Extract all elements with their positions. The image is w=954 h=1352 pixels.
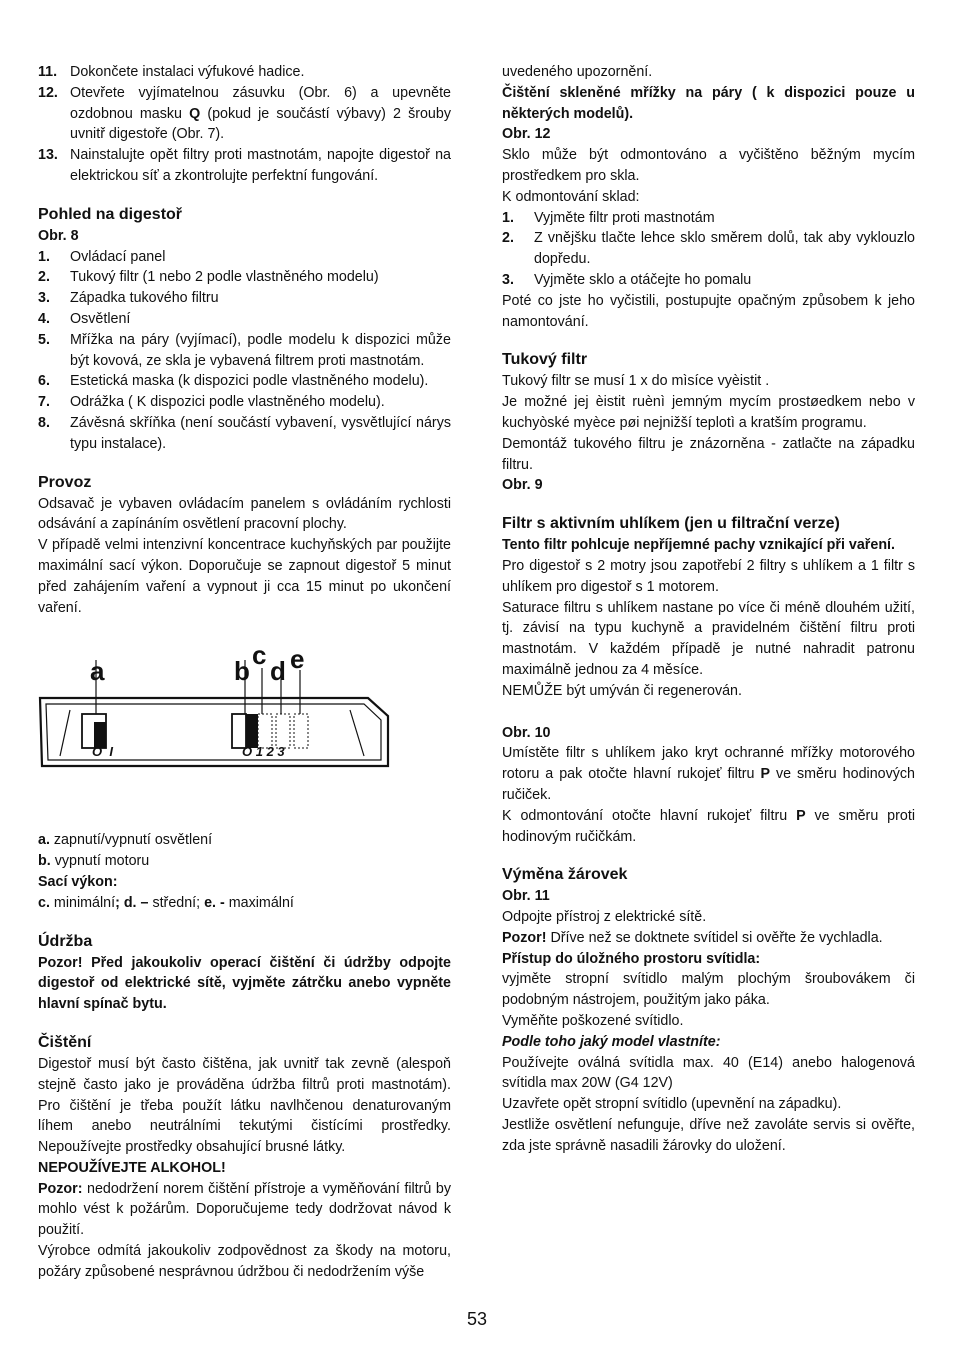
figure-label-d: d	[270, 656, 286, 687]
section-heading-sklo: Čištění skleněné mřížky na páry ( k dispozici pouze u některých modelů).	[502, 84, 915, 122]
list-item: 1. Ovládací panel	[38, 248, 166, 265]
section-heading-filtr: Filtr s aktivním uhlíkem (jen u filtrační verze)	[502, 515, 840, 533]
figure-ref: Obr. 8	[38, 227, 79, 244]
list-item: 3. Západka tukového filtru	[38, 290, 219, 307]
paragraph: Demontáž tukového filtru je znázorněna - zatlačte na západku filtru.	[502, 435, 915, 473]
paragraph: Odpojte přístroj z elektrické sítě.	[502, 909, 707, 926]
section-heading-provoz: Provoz	[38, 473, 92, 491]
list-item: 2. Tukový filtr (1 nebo 2 podle vlastněného modelu)	[38, 269, 379, 286]
paragraph: Pozor! Dříve než se doktnete svítidel si ověřte že vychladla.	[502, 929, 883, 946]
list-item: 6. Estetická maska (k dispozici podle vlastněného modelu).	[38, 373, 429, 390]
paragraph: Digestoř musí být často čištěna, jak uvnitř tak zevně (alespoň stejně často jako je prováděna údržba filtrů proti mastnotám). Pro čištění je třeba použít látku navlhčenou denaturovaným líhem anebo neutrálními tekutými čistícími prostředky. Nepoužívejte prostředky obsahující brusné látky.	[38, 1055, 451, 1156]
page-number: 53	[466, 1309, 488, 1329]
paragraph: Používejte oválná svítidla max. 40 (E14) anebo halogenová svítidla max 20W (G4 12V)	[502, 1054, 915, 1092]
list-item: 5. Mřížka na páry (vyjímací), podle modelu k dispozici může být kovová, ze skla je vybavená filtrem proti mastnotám.	[38, 331, 451, 369]
paragraph: Pozor: nedodržení norem čištění přístroje a vyměňování filtrů by mohlo vést k požárům. Doporučujeme tedy dodržovat návod k použití.	[38, 1180, 451, 1239]
switch-marks-motor: O 1 2 3	[242, 744, 285, 760]
figure-ref: Obr. 12	[502, 126, 551, 143]
list-item: 12. Otevřete vyjímatelnou zásuvku (Obr. 6) a upevněte ozdobnou masku Q (pokud je součástí výbavy) 2 šrouby uvnitř digestoře (Obr. 7).	[38, 84, 451, 143]
paragraph: uvedeného upozornění.	[502, 64, 653, 80]
left-column	[38, 62, 451, 1283]
switch-marks-light: O I	[92, 744, 113, 760]
legend-line: b. vypnutí motoru	[38, 853, 150, 870]
list-item: 8. Závěsná skříňka (není součástí vybavení, vysvětlující nárys typu instalace).	[38, 414, 451, 452]
list-item: 13. Nainstalujte opět filtry proti mastnotám, napojte digestoř na elektrickou síť a zkontrolujte perfektní fungování.	[38, 147, 451, 184]
list-item: 4. Osvětlení	[38, 310, 131, 327]
control-panel-figure	[38, 630, 398, 830]
figure-label-b: b	[234, 656, 250, 687]
figure-label-e: e	[290, 644, 305, 675]
paragraph: Umístěte filtr s uhlíkem jako kryt ochranné mřížky motorového rotoru a pak otočte hlavní rukojeť filtru P ve směru hodinových ručiček.	[502, 745, 915, 803]
section-heading-udrzba: Údržba	[38, 932, 93, 950]
figure-label-a: a	[90, 656, 105, 687]
figure-ref: Obr. 9	[502, 477, 543, 494]
paragraph: Vyměňte poškozené svítidlo.	[502, 1013, 684, 1030]
glass-steps	[502, 208, 915, 291]
paragraph: Jestliže osvětlení nefunguje, dříve než zavoláte servis si ověřte, zda jste správně nasadili žárovky do uložení.	[502, 1117, 915, 1154]
legend-line: a. zapnutí/vypnutí osvětlení	[38, 832, 213, 849]
section-heading-vymena: Výměna žárovek	[502, 866, 628, 884]
section-heading-cisteni: Čištění	[38, 1033, 92, 1051]
right-column	[502, 62, 915, 1157]
list-item: 2. Z vnějšku tlačte lehce sklo směrem dolů, tak aby vyklouzlo dopředu.	[502, 230, 915, 268]
list-item: 11. Dokončete instalaci výfukové hadice.	[38, 64, 305, 80]
control-panel-drawing	[38, 630, 398, 830]
paragraph: vyjměte stropní svítidlo malým plochým šroubovákem či podobným nástrojem, použitým jako páka.	[502, 971, 915, 1009]
legend-line: c. minimální; d. – střední; e. - maximální	[38, 894, 294, 911]
paragraph: K odmontování sklad:	[502, 188, 640, 205]
list-item: 1. Vyjměte filtr proti mastnotám	[502, 209, 715, 226]
figure-label-c: c	[252, 640, 267, 671]
list-item: 7. Odrážka ( K dispozici podle vlastněného modelu).	[38, 394, 385, 411]
figure-ref: Obr. 11	[502, 888, 550, 905]
paragraph: Tento filtr pohlcuje nepříjemné pachy vznikající při vaření.	[502, 537, 895, 554]
paragraph: NEMŮŽE být umýván či regenerován.	[502, 682, 742, 699]
paragraph: Uzavřete opět stropní svítidlo (upevnění na západku).	[502, 1096, 842, 1113]
legend-heading: Sací výkon:	[38, 873, 118, 890]
paragraph: Saturace filtru s uhlíkem nastane po více či méně dlouhém užití, tj. závisí na typu kuchyně a pravidelném čištění filtru proti mastnotám. V každém případě je nutné nahradit patronu maximálně jednou za 4 měsíce.	[502, 599, 915, 678]
paragraph: Podle toho jaký model vlastníte:	[502, 1033, 721, 1050]
parts-list	[38, 247, 451, 455]
paragraph: Odsavač je vybaven ovládacím panelem s ovládáním rychlosti odsávání a zapínáním osvětlení pracovní plochy.	[38, 495, 451, 533]
list-item: 3. Vyjměte sklo a otáčejte ho pomalu	[502, 271, 752, 288]
paragraph: Pro digestoř s 2 motry jsou zapotřebí 2 filtry s uhlíkem a 1 filtr s uhlíkem pro digestoř s 1 motorem.	[502, 557, 915, 595]
section-heading-tukovy: Tukový filtr	[502, 351, 588, 369]
paragraph: Poté co jste ho vyčistili, postupujte opačným způsobem k jeho namontování.	[502, 292, 915, 330]
warning-paragraph: Pozor! Před jakoukoliv operací čištění či údržby odpojte digestoř od elektrické sítě, vyjměte zátrčku anebo vypněte hlavní spínač bytu.	[38, 954, 451, 1013]
figure-ref: Obr. 10	[502, 724, 551, 741]
section-heading-pohled: Pohled na digestoř	[38, 205, 183, 223]
paragraph: V případě velmi intenzivní koncentrace kuchyňských par použijte maximální sací výkon. Doporučuje se zapnout digestoř 5 minut před zahájením vaření a vypnout ji cca 15 minut po ukončení vaření.	[38, 537, 451, 616]
install-steps	[38, 62, 451, 187]
paragraph: Přístup do úložného prostoru svítidla:	[502, 950, 761, 967]
paragraph: Je možné jej èistit ruènì jemným mycím prostøedkem nebo v kuchyòské myèce pøi nejnižší teplotì a kratším programu.	[502, 394, 915, 431]
paragraph: Tukový filtr se musí 1 x do mìsíce vyèistit .	[502, 373, 770, 390]
paragraph: Výrobce odmítá jakoukoliv zodpovědnost za škody na motoru, požáry způsobené nesprávnou údržbou či nedodržením výše	[38, 1243, 451, 1280]
paragraph: K odmontování otočte hlavní rukojeť filtru P ve směru proti hodinovým ručičkám.	[502, 807, 915, 845]
alcohol-warning: NEPOUŽÍVEJTE ALKOHOL!	[38, 1159, 226, 1176]
paragraph: Sklo může být odmontováno a vyčištěno běžným mycím prostředkem pro skla.	[502, 147, 915, 184]
